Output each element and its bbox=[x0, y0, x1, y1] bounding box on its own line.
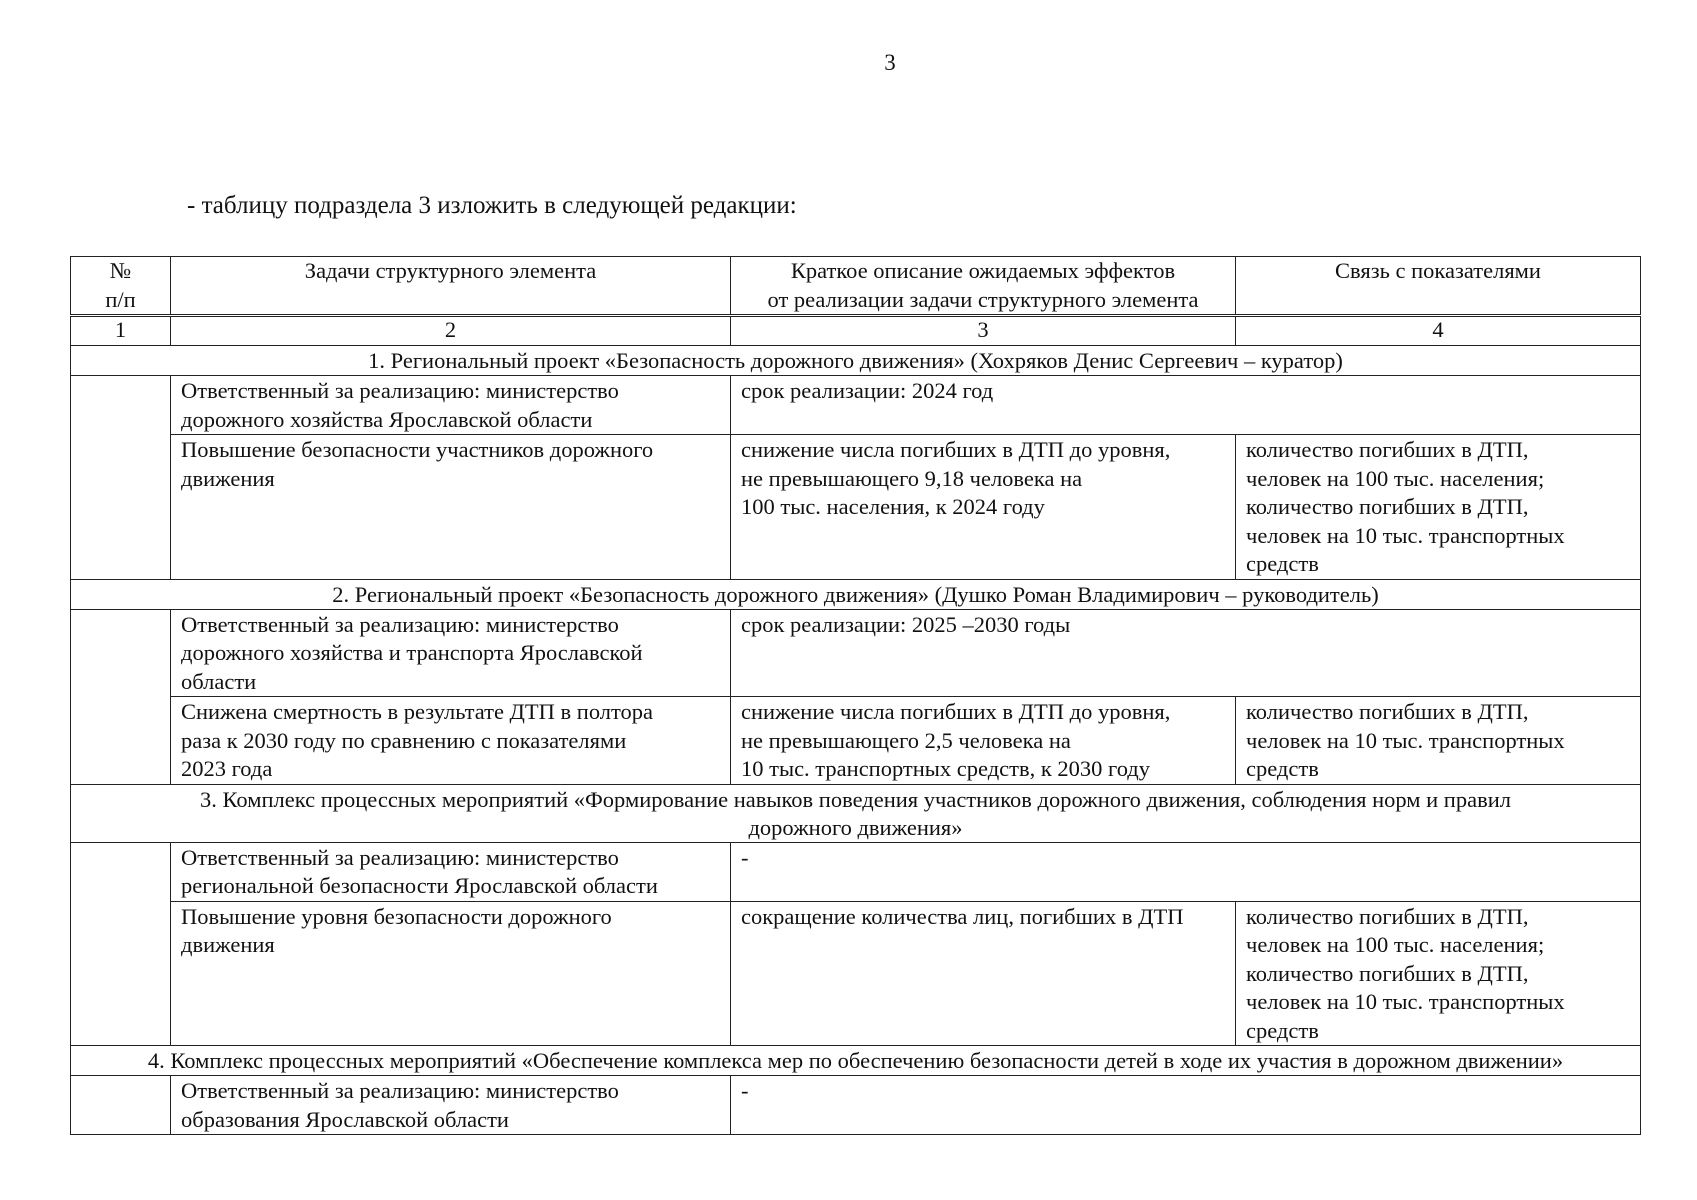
section-title-row bbox=[71, 1046, 1641, 1076]
term-cell: - bbox=[731, 842, 1641, 901]
header-effect: Краткое описание ожидаемых эффектов от реализации задачи структурного элемента bbox=[731, 257, 1236, 316]
effect-cell: снижение числа погибших в ДТП до уровня, не превышающего 9,18 человека на 100 тыс. населения, к 2024 году bbox=[731, 435, 1236, 580]
responsible-row bbox=[71, 842, 1641, 901]
responsible-row bbox=[71, 1076, 1641, 1135]
task-row bbox=[71, 901, 1641, 1046]
column-index: 4 bbox=[1236, 316, 1641, 346]
num-cell bbox=[71, 376, 171, 580]
term-cell: - bbox=[731, 1076, 1641, 1135]
section-title: 1. Региональный проект «Безопасность дорожного движения» (Хохряков Денис Сергеевич – куратор) bbox=[71, 346, 1641, 376]
responsible-cell: Ответственный за реализацию: министерство дорожного хозяйства и транспорта Ярославской области bbox=[171, 609, 731, 697]
task-cell: Снижена смертность в результате ДТП в полтора раза к 2030 году по сравнению с показателями 2023 года bbox=[171, 697, 731, 785]
responsible-cell: Ответственный за реализацию: министерство региональной безопасности Ярославской области bbox=[171, 842, 731, 901]
responsible-cell: Ответственный за реализацию: министерство образования Ярославской области bbox=[171, 1076, 731, 1135]
task-row bbox=[71, 435, 1641, 580]
column-index: 3 bbox=[731, 316, 1236, 346]
column-index: 1 bbox=[71, 316, 171, 346]
task-cell: Повышение уровня безопасности дорожного движения bbox=[171, 901, 731, 1046]
section-title-row bbox=[71, 579, 1641, 609]
term-cell: срок реализации: 2024 год bbox=[731, 376, 1641, 435]
section-title: 3. Комплекс процессных мероприятий «Формирование навыков поведения участников дорожного движения, соблюдения норм и правил дорожного движения» bbox=[71, 784, 1641, 842]
header-link: Связь с показателями bbox=[1236, 257, 1641, 316]
section-title: 2. Региональный проект «Безопасность дорожного движения» (Душко Роман Владимирович – руководитель) bbox=[71, 579, 1641, 609]
effect-cell: снижение числа погибших в ДТП до уровня, не превышающего 2,5 человека на 10 тыс. транспортных средств, к 2030 году bbox=[731, 697, 1236, 785]
responsible-cell: Ответственный за реализацию: министерство дорожного хозяйства Ярославской области bbox=[171, 376, 731, 435]
term-cell: срок реализации: 2025 –2030 годы bbox=[731, 609, 1641, 697]
num-cell bbox=[71, 609, 171, 784]
effect-cell: сокращение количества лиц, погибших в ДТП bbox=[731, 901, 1236, 1046]
link-cell: количество погибших в ДТП, человек на 100 тыс. населения; количество погибших в ДТП, человек на 10 тыс. транспортных средств bbox=[1236, 901, 1641, 1046]
task-cell: Повышение безопасности участников дорожного движения bbox=[171, 435, 731, 580]
effects-table bbox=[70, 256, 1641, 1135]
task-row bbox=[71, 697, 1641, 785]
column-index: 2 bbox=[171, 316, 731, 346]
num-cell bbox=[71, 1076, 171, 1135]
intro-text: - таблицу подраздела 3 изложить в следующей редакции: bbox=[187, 192, 797, 219]
column-index-row bbox=[71, 316, 1641, 346]
section-title-row bbox=[71, 784, 1641, 842]
table-header-row bbox=[71, 257, 1641, 316]
section-title: 4. Комплекс процессных мероприятий «Обеспечение комплекса мер по обеспечению безопасности детей в ходе их участия в дорожном движении» bbox=[71, 1046, 1641, 1076]
header-task: Задачи структурного элемента bbox=[171, 257, 731, 316]
link-cell: количество погибших в ДТП, человек на 10 тыс. транспортных средств bbox=[1236, 697, 1641, 785]
responsible-row bbox=[71, 376, 1641, 435]
num-cell bbox=[71, 842, 171, 1046]
page-number: 3 bbox=[884, 50, 896, 75]
link-cell: количество погибших в ДТП, человек на 100 тыс. населения; количество погибших в ДТП, человек на 10 тыс. транспортных средств bbox=[1236, 435, 1641, 580]
responsible-row bbox=[71, 609, 1641, 697]
section-title-row bbox=[71, 346, 1641, 376]
header-num: № п/п bbox=[71, 257, 171, 316]
